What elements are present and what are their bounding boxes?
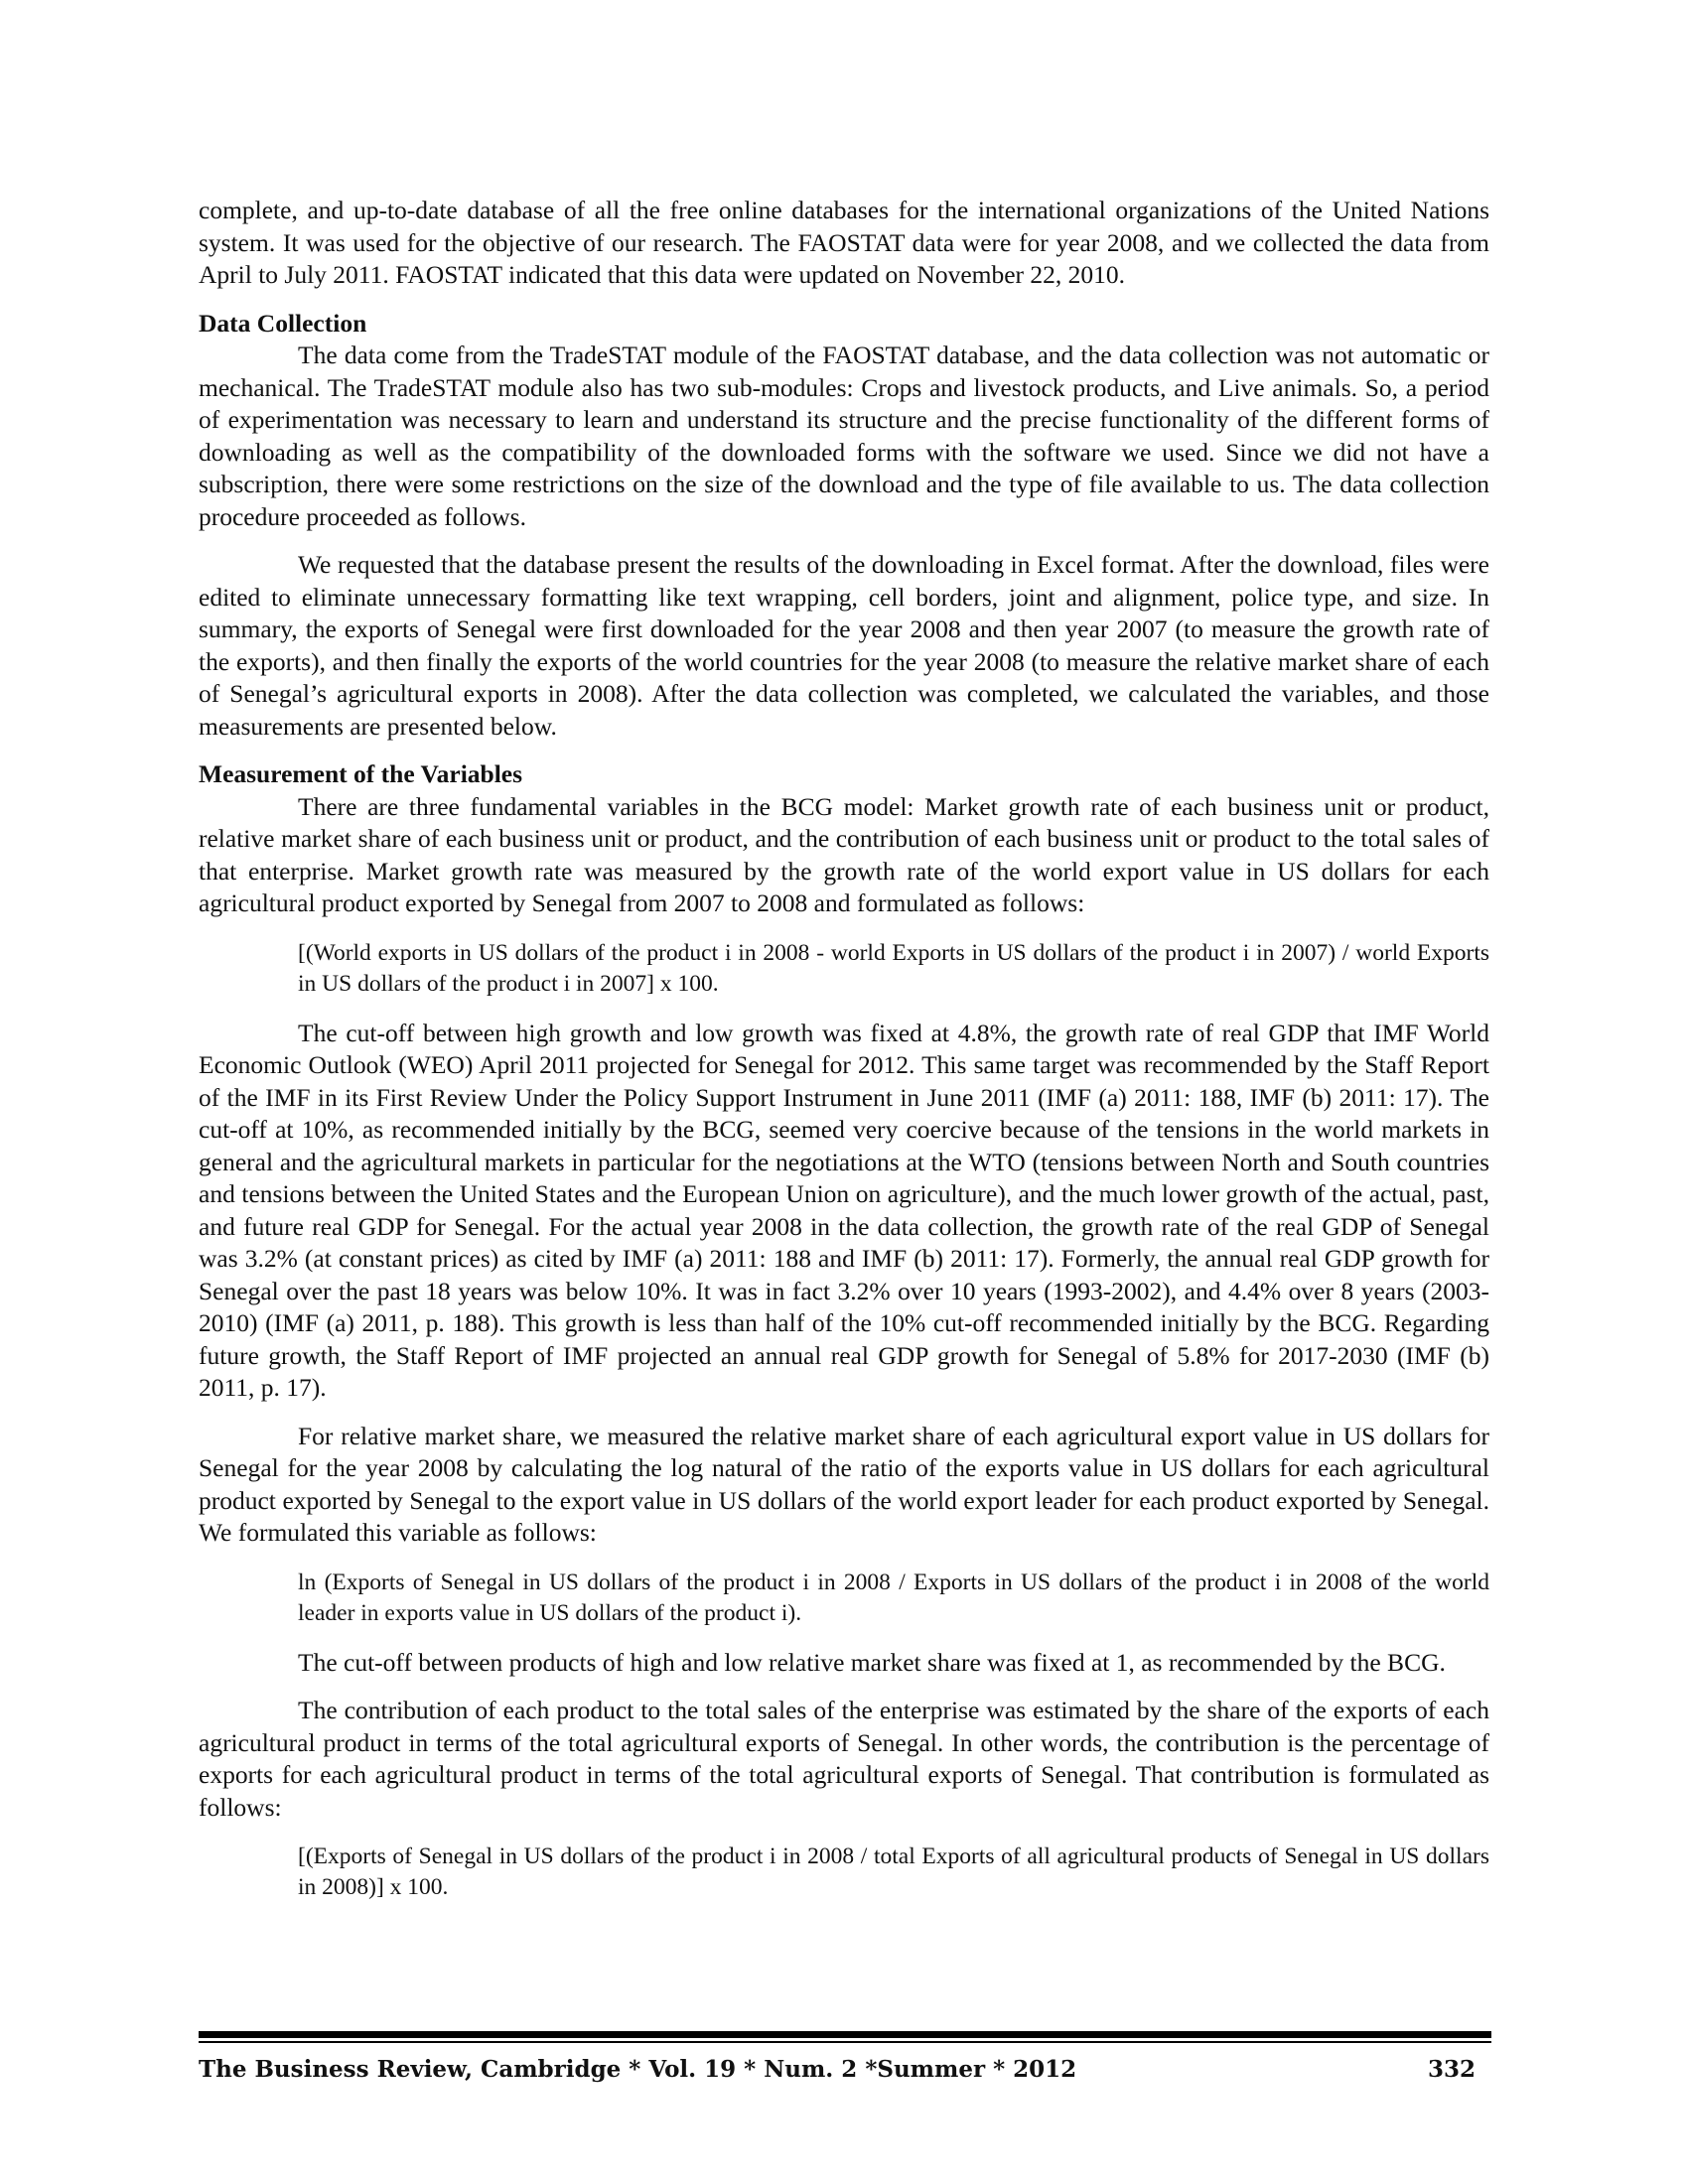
measurement-paragraph: There are three fundamental variables in the BCG model: Market growth rate of each business unit or product, relative market share of each business unit or product, and the contribution of each business unit or product to the total sales of that enterprise. Market growth rate was measured by the growth rate of the world export value in US dollars for each agricultural product exported by Senegal from 2007 to 2008 and formulated as follows: (199, 791, 1489, 917)
page-number: 332 (1427, 2056, 1476, 2083)
data-collection-paragraph-1: The data come from the TradeSTAT module of the FAOSTAT database, and the data collection was not automatic or mechanical. The TradeSTAT module also has two sub-modules: Crops and livestock products, and Live animals. So, a period of experimentation was necessary to learn and understand its structure and the precise functionality of the different forms of downloading as well as the compatibility of the downloaded forms with the software we used. Since we did not have a subscription, there were some restrictions on the size of the download and the type of file available to us. The data collection procedure proceeded as follows. (199, 341, 1489, 531)
formula-contribution: [(Exports of Senegal in US dollars of the product i in 2008 / total Exports of all agricultural products of Senegal in US dollars in 2008)] x 100. (298, 1843, 1489, 1900)
data-collection-paragraph-2: We requested that the database present the results of the downloading in Excel format. After the download, files were edited to eliminate unnecessary formatting like text wrapping, cell borders, joint and alignment, police type, and size. In summary, the exports of Senegal were first downloaded for the year 2008 and then year 2007 (to measure the growth rate of the exports), and then finally the exports of the world countries for the year 2008 (to measure the relative market share of each of Senegal’s agricultural exports in 2008). After the data collection was completed, we calculated the variables, and those measurements are presented below. (199, 550, 1489, 741)
relative-share-paragraph: For relative market share, we measured the relative market share of each agricultural export value in US dollars for Senegal for the year 2008 by calculating the log natural of the ratio of the exports value in US dollars for each agricultural product exported by Senegal to the export value in US dollars of the world export leader for each product exported by Senegal. We formulated this variable as follows: (199, 1421, 1489, 1547)
footer-row (199, 2056, 1491, 2083)
footer-rule-thick (199, 2031, 1491, 2038)
section-heading-data-collection: Data Collection (199, 308, 367, 338)
intro-paragraph: complete, and up-to-date database of all the free online databases for the international organizations of the United Nations system. It was used for the objective of our research. The FAOSTAT data were for year 2008, and we collected the data from April to July 2011. FAOSTAT indicated that this data were updated on November 22, 2010. (199, 196, 1489, 289)
page-footer (199, 2031, 1491, 2083)
journal-citation: The Business Review, Cambridge * Vol. 19 * Num. 2 *Summer * 2012 (199, 2056, 1077, 2083)
cutoff-growth-paragraph: The cut-off between high growth and low growth was fixed at 4.8%, the growth rate of real GDP that IMF World Economic Outlook (WEO) April 2011 projected for Senegal for 2012. This same target was recommended by the Staff Report of the IMF in its First Review Under the Policy Support Instrument in June 2011 (IMF (a) 2011: 188, IMF (b) 2011: 17). The cut-off at 10%, as recommended initially by the BCG, seemed very coercive because of the tensions in the world markets in general and the agricultural markets in particular for the negotiations at the WTO (tensions between North and South countries and tensions between the United States and the European Union on agriculture), and the much lower growth of the actual, past, and future real GDP for Senegal. For the actual year 2008 in the data collection, the growth rate of the real GDP of Senegal was 3.2% (at constant prices) as cited by IMF (a) 2011: 188 and IMF (b) 2011: 17). Formerly, the annual real GDP growth for Senegal over the past 18 years was below 10%. It was in fact 3.2% over 10 years (1993-2002), and 4.4% over 8 years (2003-2010) (IMF (a) 2011, p. 188). This growth is less than half of the 10% cut-off recommended initially by the BCG. Regarding future growth, the Staff Report of IMF projected an annual real GDP growth for Senegal of 5.8% for 2017-2030 (IMF (b) 2011, p. 17). (199, 1018, 1489, 1402)
contribution-paragraph: The contribution of each product to the total sales of the enterprise was estimated by the share of the exports of each agricultural product in terms of the total agricultural exports of Senegal. In other words, the contribution is the percentage of exports for each agricultural product in terms of the total agricultural exports of Senegal. That contribution is formulated as follows: (199, 1696, 1489, 1822)
page-body (199, 195, 1489, 1903)
footer-rule-thin (199, 2041, 1491, 2043)
formula-growth-rate: [(World exports in US dollars of the product i in 2008 - world Exports in US dollars of the product i in 2007) / world Exports in US dollars of the product i in 2007] x 100. (298, 939, 1489, 997)
cutoff-share-paragraph: The cut-off between products of high and low relative market share was fixed at 1, as recommended by the BCG. (298, 1647, 1446, 1677)
section-heading-measurement: Measurement of the Variables (199, 759, 523, 788)
formula-relative-share: ln (Exports of Senegal in US dollars of the product i in 2008 / Exports in US dollars of the product i in 2008 of the world leader in exports value in US dollars of the product i). (298, 1569, 1489, 1626)
